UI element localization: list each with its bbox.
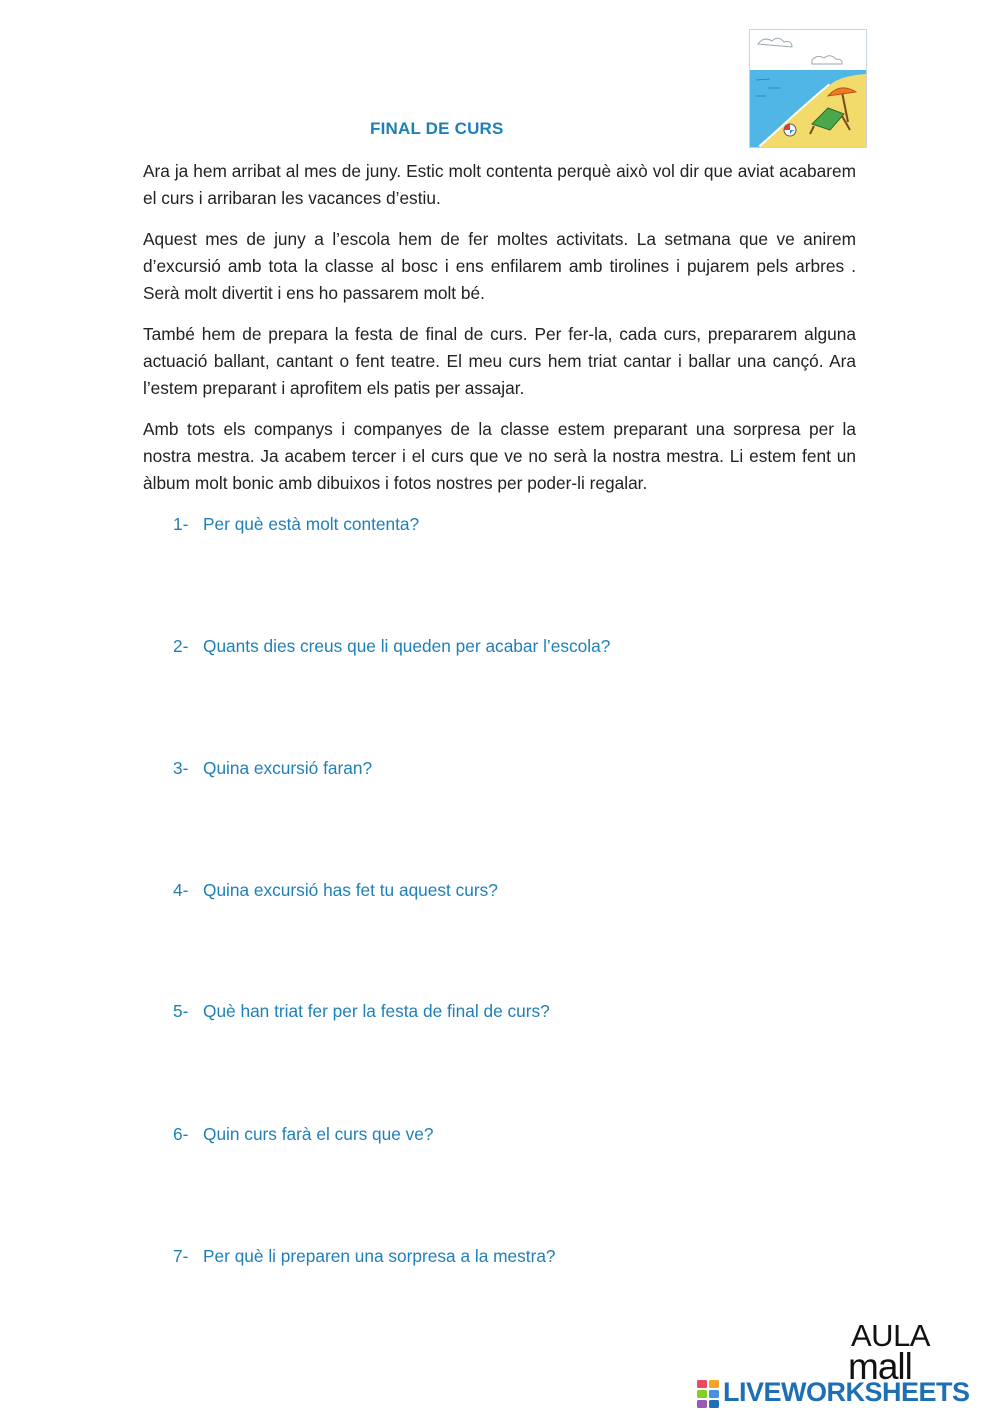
liveworksheets-icon bbox=[697, 1380, 721, 1408]
question-number: 6- bbox=[173, 1124, 189, 1144]
question-text: Quina excursió faran? bbox=[203, 758, 373, 778]
question-1 bbox=[173, 514, 419, 535]
question-4 bbox=[173, 880, 498, 901]
mall-text: mall bbox=[848, 1346, 912, 1387]
beach-illustration bbox=[749, 29, 867, 148]
question-7 bbox=[173, 1246, 556, 1267]
beach-scene-icon bbox=[750, 30, 866, 147]
question-text: Quants dies creus que li queden per acabar l’escola? bbox=[203, 636, 611, 656]
question-number: 4- bbox=[173, 880, 189, 900]
liveworksheets-logo bbox=[697, 1377, 997, 1409]
question-number: 5- bbox=[173, 1001, 189, 1021]
aulamall-logo bbox=[848, 1316, 958, 1387]
paragraph-3: També hem de prepara la festa de final de curs. Per fer-la, cada curs, prepararem alguna actuació ballant, cantant o fent teatre. El meu curs hem triat cantar i ballar una cançó. Ara l’estem preparant i aprofitem els patis per assajar. bbox=[143, 324, 856, 398]
question-text: Quina excursió has fet tu aquest curs? bbox=[203, 880, 498, 900]
question-text: Quin curs farà el curs que ve? bbox=[203, 1124, 434, 1144]
paragraph-2: Aquest mes de juny a l’escola hem de fer moltes activitats. La setmana que ve anirem d’excursió amb tota la classe al bosc i ens enfilarem amb tirolines i pujarem pels arbres . Serà molt divertit i ens ho passarem molt bé. bbox=[143, 229, 856, 303]
paragraph-1: Ara ja hem arribat al mes de juny. Estic molt contenta perquè això vol dir que aviat acabarem el curs i arribaran les vacances d’estiu. bbox=[143, 161, 856, 208]
question-number: 3- bbox=[173, 758, 189, 778]
aula-text: AULA bbox=[851, 1318, 930, 1353]
question-3 bbox=[173, 758, 372, 779]
paragraph-4: Amb tots els companys i companyes de la classe estem preparant una sorpresa per la nostra mestra. Ja acabem tercer i el curs que ve no serà la nostra mestra. Li estem fent un àlbum molt bonic amb dibuixos i fotos nostres per poder-li regalar. bbox=[143, 419, 856, 493]
question-2 bbox=[173, 636, 610, 657]
question-6 bbox=[173, 1124, 434, 1145]
question-text: Per què està molt contenta? bbox=[203, 514, 420, 534]
liveworksheets-text: LIVEWORKSHEETS bbox=[723, 1377, 970, 1407]
page-title: FINAL DE CURS bbox=[370, 119, 504, 138]
question-text: Per què li preparen una sorpresa a la mestra? bbox=[203, 1246, 556, 1266]
question-number: 1- bbox=[173, 514, 189, 534]
question-text: Què han triat fer per la festa de final de curs? bbox=[203, 1001, 550, 1021]
question-number: 2- bbox=[173, 636, 189, 656]
question-number: 7- bbox=[173, 1246, 189, 1266]
question-5 bbox=[173, 1001, 550, 1022]
